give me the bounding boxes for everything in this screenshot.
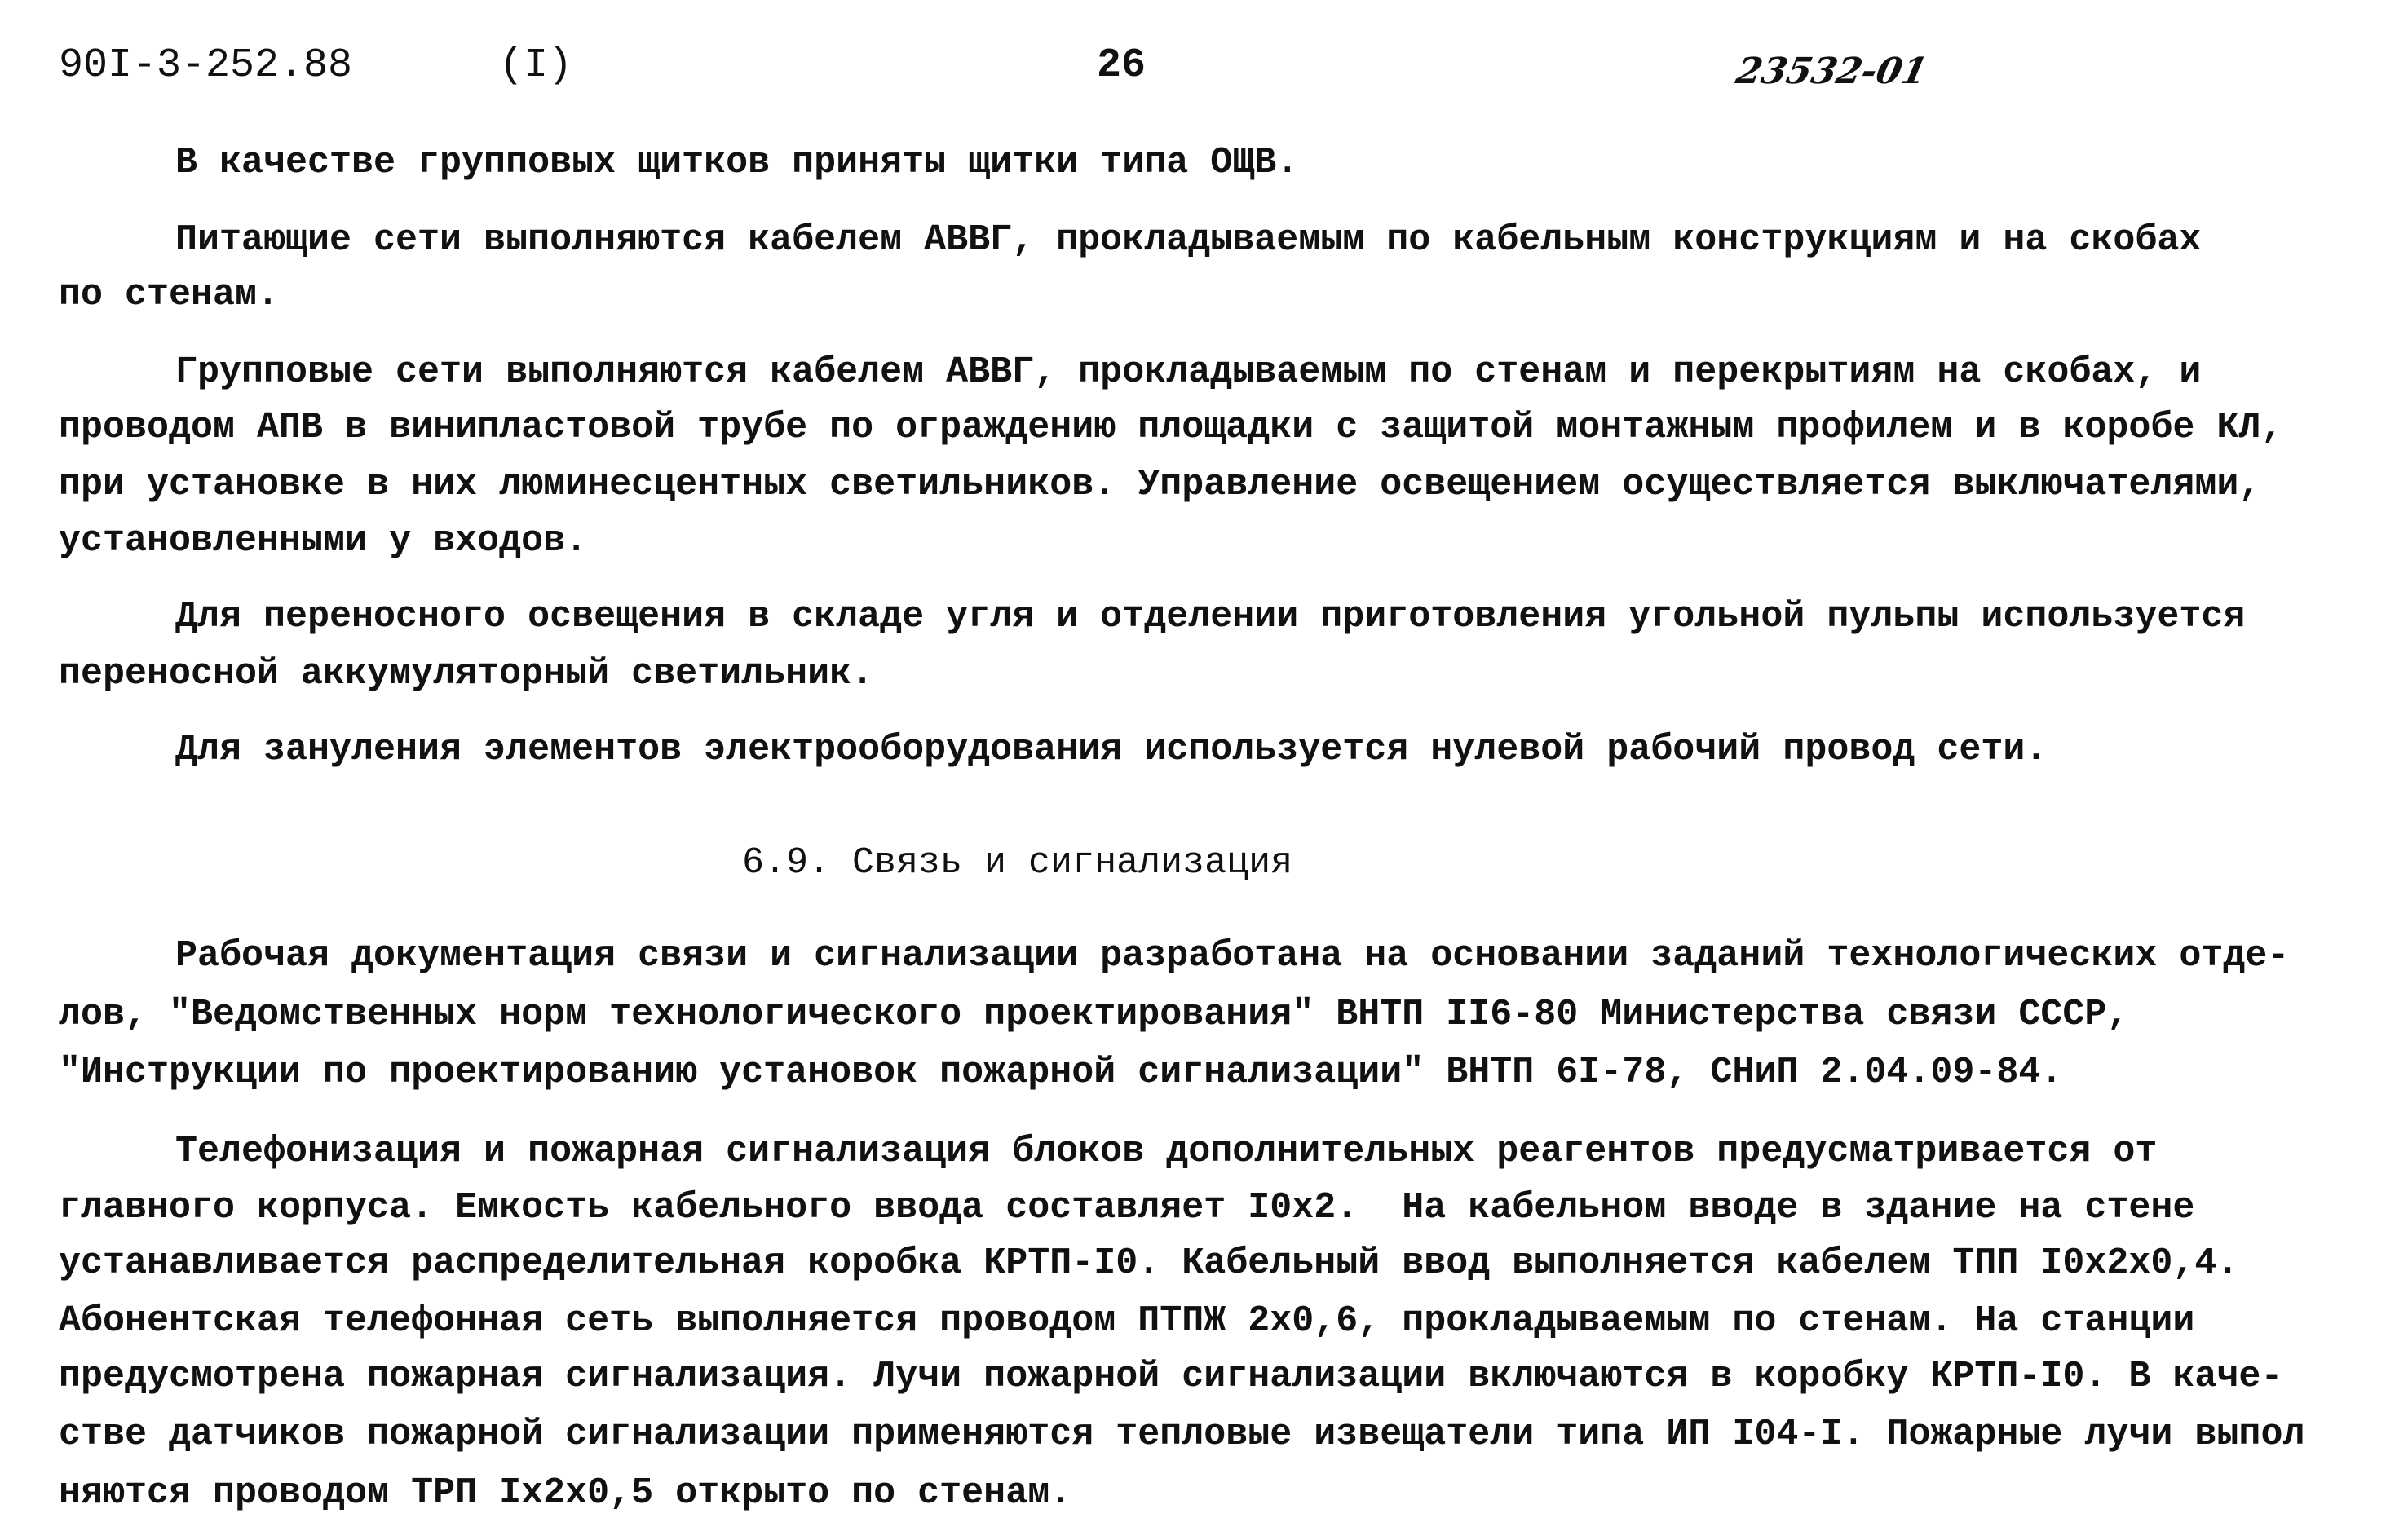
paragraph-line: устанавливается распределительная коробка КРТП-I0. Кабельный ввод выполняется кабелем ТПП I0x2x0,4. [59, 1242, 2239, 1284]
section-heading: 6.9. Связь и сигнализация [742, 842, 1293, 884]
paragraph-line: главного корпуса. Емкость кабельного ввода составляет I0x2. На кабельном вводе в здание на стене [59, 1187, 2195, 1229]
inventory-number: 23532-01 [1732, 51, 1932, 92]
paragraph-line: проводом АПВ в винипластовой трубе по ограждению площадки с защитой монтажным профилем и в коробе КЛ, [59, 407, 2283, 448]
paragraph-line: Рабочая документация связи и сигнализации разработана на основании заданий технологических отде- [175, 935, 2290, 977]
paragraph-line: няются проводом ТРП Ix2x0,5 открыто по стенам. [59, 1472, 1072, 1514]
paragraph-line: Телефонизация и пожарная сигнализация блоков дополнительных реагентов предусматривается от [175, 1131, 2158, 1172]
paragraph-line: Питающие сети выполняются кабелем АВВГ, прокладываемым по кабельным конструкциям и на скобах [175, 219, 2202, 261]
document-part: (I) [499, 42, 573, 89]
paragraph-line: по стенам. [59, 274, 280, 316]
paragraph-line: установленными у входов. [59, 520, 588, 562]
paragraph-line: лов, "Ведомственных норм технологического проектирования" ВНТП II6-80 Министерства связи СССР, [59, 994, 2129, 1035]
paragraph-line: при установке в них люминесцентных светильников. Управление освещением осуществляется выключателями, [59, 464, 2261, 505]
paragraph-line: Групповые сети выполняются кабелем АВВГ, прокладываемым по стенам и перекрытиям на скобах, и [175, 351, 2202, 393]
paragraph-line: переносной аккумуляторный светильник. [59, 653, 874, 695]
paragraph-line: Для зануления элементов электрооборудования используется нулевой рабочий провод сети. [175, 729, 2048, 770]
paragraph-line: В качестве групповых щитков приняты щитки типа ОЩВ. [175, 142, 1299, 183]
page-number: 26 [1097, 42, 1147, 89]
paragraph-line: Для переносного освещения в складе угля и отделении приготовления угольной пульпы используется [175, 596, 2246, 638]
document-code: 90I-3-252.88 [59, 42, 353, 89]
paragraph-line: Абонентская телефонная сеть выполняется проводом ПТПЖ 2x0,6, прокладываемым по стенам. На станции [59, 1300, 2195, 1342]
paragraph-line: предусмотрена пожарная сигнализация. Лучи пожарной сигнализации включаются в коробку КРТП-I0. В каче- [59, 1356, 2283, 1397]
paragraph-line: "Инструкции по проектированию установок пожарной сигнализации" ВНТП 6I-78, СНиП 2.04.09-84. [59, 1052, 2063, 1093]
paragraph-line: стве датчиков пожарной сигнализации применяются тепловые извещатели типа ИП I04-I. Пожарные лучи выпол [59, 1414, 2305, 1455]
